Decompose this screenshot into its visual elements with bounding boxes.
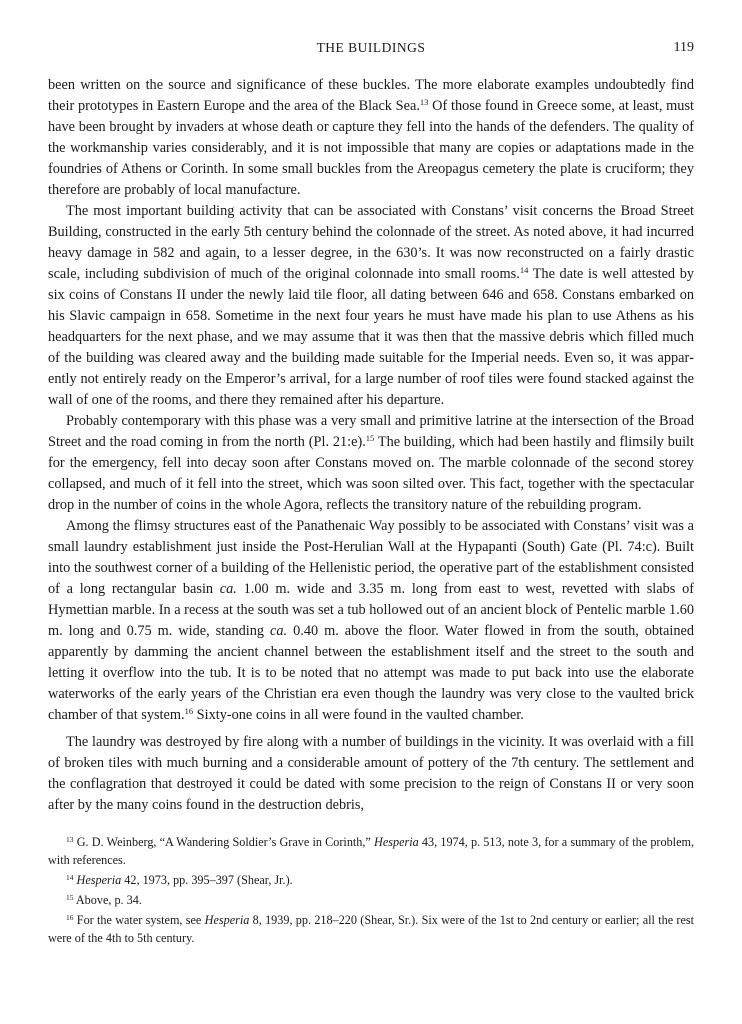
- journal-title: Hesperia: [204, 913, 250, 927]
- paragraph-text: The laundry was destroyed by fire along with a number of buildings in the vicinity. It was overlaid with a fill of broken tiles with much burning and a considerable amount of pottery of the 7th century. The settlement and the conflagration that destroyed it could be dated with some precision to the reign of Constans II or very soon after by the many coins found in the destruction debris,: [48, 734, 694, 813]
- paragraph-3: [48, 411, 694, 516]
- paragraph-1: [48, 75, 694, 201]
- body-text: [48, 75, 694, 816]
- italic-ca: ca.: [219, 581, 237, 597]
- footnote-ref-14[interactable]: 14: [519, 265, 529, 275]
- paragraph-5: [48, 732, 694, 816]
- footnote-number: 15: [66, 893, 74, 902]
- paragraph-text: Among the flimsy structures east of the Panathenaic Way possibly to be associated with Constans’ visit was a small laundry establishment just inside the Post-Herulian Wall at the Hypapanti (South) Gate (Pl. 74:c). Built into the southwest corner of a building of the Hellenistic period, the operative part of the establishment consisted of a long rectangular basin: [48, 518, 694, 597]
- footnote-ref-16[interactable]: 16: [184, 706, 194, 716]
- footnote-number: 16: [66, 913, 74, 922]
- paragraph-text: The building, which had been hastily and flimsily built for the emergency, fell into decay soon after Constans moved on. The marble colonnade of the second storey collapsed, and much of it fell into the street, which was soon silted over. This fact, together with the spectacular drop in the number of coins in the whole Agora, reflects the transitory nature of the rebuilding program.: [48, 434, 694, 513]
- footnotes: [48, 833, 694, 947]
- footnote-number: 13: [66, 835, 74, 844]
- journal-title: Hesperia: [374, 835, 419, 849]
- paragraph-text: The most important building activity that can be associated with Constans’ visit concerns the Broad Street Building, constructed in the early 5th century behind the colonnade of the street. As noted above, it had incurred heavy damage in 582 and again, to a lesser degree, in the 630’s. It was now reconstructed on a fairly drastic scale, including subdivision of much of the original colonnade into small rooms.: [48, 203, 694, 282]
- footnote-14: [48, 871, 694, 889]
- italic-ca: ca.: [270, 623, 288, 639]
- paragraph-text: The date is well attested by six coins of Constans II under the newly laid tile floor, all dating between 646 and 658. Constans embarked on his Slavic campaign in 658. Sometime in the next four years he must have made his plan to use Athens as his headquarters for the next phase, and we may assume that it was then that the massive debris which filled much of the building was cleared away and the building made suitable for the Imperial needs. Even so, it was apparently not entirely ready on the Emperor’s arrival, for a large number of roof tiles were found stacked against the wall of one of the rooms, and there they remained after his departure.: [48, 266, 695, 408]
- page-number: 119: [673, 40, 694, 55]
- footnote-16: [48, 911, 694, 947]
- journal-title: Hesperia: [76, 873, 122, 887]
- paragraph-text: 1.00 m. wide and 3.35 m. long from east to west, revetted with slabs of Hymettian marble. In a recess at the south was set a tub hollowed out of an ancient block of Pentelic marble 1.60 m. long and 0.75 m. wide, standing: [48, 581, 694, 639]
- footnote-text: 43, 1974, p. 513, note 3, for a summary of the problem, with references.: [48, 835, 694, 867]
- footnote-text: Above, p. 34.: [73, 893, 142, 907]
- footnote-text: For the water system, see: [73, 913, 205, 927]
- footnote-text: G. D. Weinberg, “A Wandering Soldier’s Grave in Corinth,”: [73, 835, 375, 849]
- paragraph-text: 0.40 m. above the floor. Water flowed in from the south, obtained apparently by damming the ancient channel between the establishment itself and the street to the south and letting it overflow into the tub. It is to be noted that no attempt was made to put back into use the elaborate waterworks of the early years of the Christian era even though the laundry was very close to the vaulted brick chamber of that system.: [48, 623, 694, 723]
- footnote-text: 42, 1973, pp. 395–397 (Shear, Jr.).: [121, 873, 293, 887]
- paragraph-text: Probably contemporary with this phase was a very small and primitive latrine at the intersection of the Broad Street and the road coming in from the north (Pl. 21:e).: [48, 413, 694, 450]
- running-title: THE BUILDINGS: [316, 40, 426, 55]
- footnote-ref-15[interactable]: 15: [365, 433, 375, 443]
- footnote-number: 14: [66, 873, 74, 882]
- paragraph-text: Of those found in Greece some, at least, must have been brought by invaders at whose death or capture they fell into the hands of the defenders. The quality of the workmanship varies considerably, and it is not impossible that many are copies or adaptations made in the foundries of Athens or Corinth. In some small buckles from the Areopagus cemetery the plate is cruciform; they therefore are probably of local manufacture.: [48, 98, 694, 198]
- footnote-13: [48, 833, 694, 869]
- footnote-ref-13[interactable]: 13: [419, 97, 429, 107]
- footnote-text: 8, 1939, pp. 218–220 (Shear, Sr.). Six were of the 1st to 2nd century or earlier; all the rest were of the 4th to 5th century.: [48, 913, 694, 945]
- running-head: [48, 40, 694, 60]
- paragraph-text: been written on the source and significance of these buckles. The more elaborate examples undoubtedly find their prototypes in Eastern Europe and the area of the Black Sea.: [48, 77, 694, 114]
- footnote-15: [48, 891, 694, 909]
- paragraph-text: Sixty-one coins in all were found in the vaulted chamber.: [193, 707, 524, 723]
- paragraph-4: [48, 516, 694, 726]
- page: [48, 40, 694, 949]
- paragraph-2: [48, 201, 694, 411]
